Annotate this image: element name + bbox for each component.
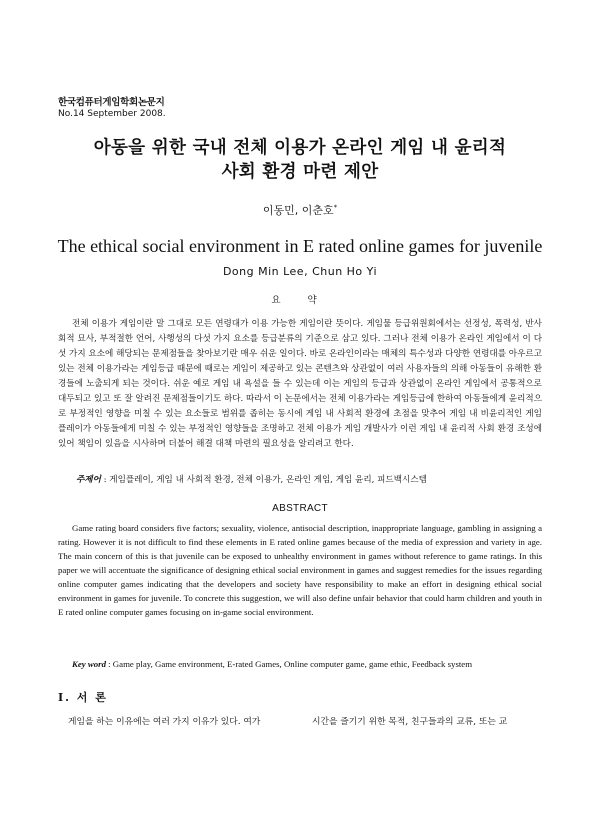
paper-title-korean: [0, 136, 600, 184]
journal-header: [58, 94, 166, 119]
authors-english: Dong Min Lee, Chun Ho Yi: [222, 265, 378, 278]
authors-korean: [0, 202, 600, 218]
title-kr-line2: 사회 환경 마련 제안: [221, 162, 379, 182]
intro-column-left: 게임을 하는 이유에는 여러 가지 이유가 있다. 여가: [68, 717, 261, 727]
intro-column-right: 시간을 즐기기 위한 목적, 친구들과의 교류, 또는 교: [312, 717, 508, 727]
keywords-kr-label: 주제어: [76, 475, 101, 485]
section-introduction-heading: Ⅰ. 서 론: [58, 691, 108, 704]
summary-heading: 요 약: [271, 295, 329, 306]
author-names-kr: 이동민, 이춘호: [262, 204, 334, 217]
keywords-english: [72, 659, 552, 669]
journal-name: 한국컴퓨터게임학회논문지: [58, 97, 165, 108]
title-kr-line1: 아동을 위한 국내 전체 이용가 온라인 게임 내 윤리적: [93, 138, 507, 158]
abstract-english: Game rating board considers five factors; sexuality, violence, antisocial description, inappropriate language, gambling in assigning a rating. However it is not difficult to find these elements in E rated online games because of the media of expression and variety in age. The main concern of this is that juvenile can be exposed to unhealthy environment in games without reference to game ratings. In this paper we will accentuate the significance of designing ethical social environment in games and suggest remedies for the issues regarding online computer games indicating that the developers and society have responsibility to make an effort in designing ethical social environment in games for juvenile. To concrete this suggestion, we will also define unfair behavior that could harm children and youth in E rated online computer games focusing on in-game social environment.: [58, 523, 542, 617]
keywords-korean: [76, 473, 546, 485]
journal-issue: No.14 September 2008.: [58, 109, 166, 119]
paper-title-english: The ethical social environment in E rated online games for juvenile: [57, 236, 543, 256]
summary-korean: 전체 이용가 게임이란 말 그대로 모든 연령대가 이용 가능한 게임이란 뜻이다. 게임물 등급위원회에서는 선정성, 폭력성, 반사회적 묘사, 부적절한 언어, 사행성의 다섯 가지 요소를 등급분류의 기준으로 삼고 있다. 그러나 전체 이용가 온라인 게임에서 이 다섯 가지 요소에 해당되는 문제점들을 찾아보기란 매우 쉬운 일이다. 바로 온라인이라는 매체의 특수성과 다양한 연령대를 아우르고 있는 전체 이용가라는 게임등급 때문에 때로는 게임이 제공하고 있는 콘텐츠와 상관없이 여러 사용자들의 의해 아동들이 유해한 환경들에 노출되게 되는 것이다. 쉬운 예로 게임 내 욕설을 들 수 있는데 이는 게임의 등급과 상관없이 온라인 게임에서 공통적으로 대두되고 있고 또 잘 알려진 문제점들이기도 하다. 따라서 이 논문에서는 전체 이용가라는 게임등급에 한하여 아동들에게 윤리적으로 부정적인 영향을 미칠 수 있는 요소들로 범위를 좁히는 동시에 게임 내 사회적 환경에 초점을 맞추어 게임 내 비윤리적인 게임 플레이가 아동들에게 미칠 수 있는 부정적인 영향들을 조명하고 전체 이용가 게임 개발사가 이런 게임 내 윤리적 사회 환경 조성에 있어 책임이 있음을 시사하며 더불어 해결 대책 마련의 필요성을 알리려고 한다.: [58, 319, 542, 449]
keywords-en-text: : Game play, Game environment, E-rated Games, Online computer game, game ethic, Feedback system: [105, 659, 473, 669]
keywords-kr-text: : 게임플레이, 게임 내 사회적 환경, 전체 이용가, 온라인 게임, 게임 윤리, 피드백시스템: [100, 475, 427, 485]
abstract-heading: ABSTRACT: [272, 503, 328, 514]
author-mark: *: [333, 203, 338, 212]
keywords-en-label: Key word: [72, 659, 106, 669]
